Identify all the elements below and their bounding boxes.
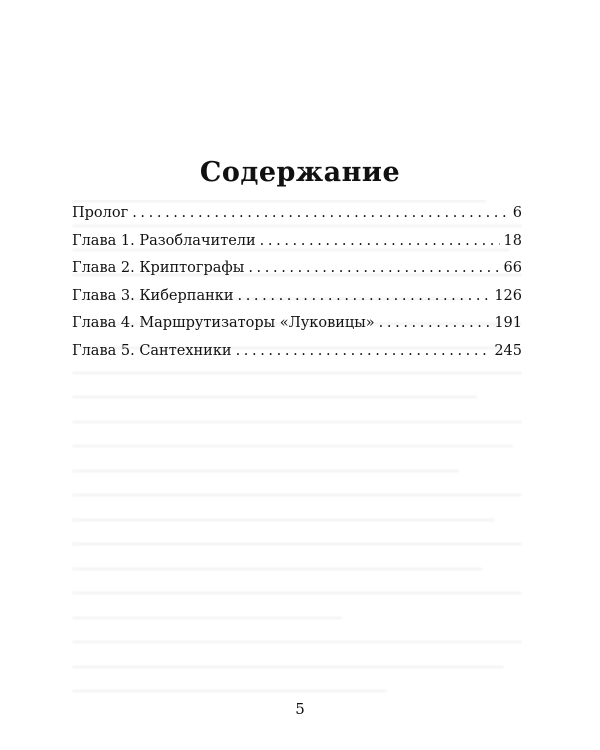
toc-leader-dots: [238, 288, 491, 304]
toc-entry-page: 18: [503, 232, 522, 249]
page-number: 5: [295, 700, 305, 718]
toc-entry-label: Пролог: [72, 205, 129, 221]
toc-entry-prologue[interactable]: [72, 205, 522, 233]
toc-leader-dots: [260, 233, 500, 249]
toc-leader-dots: [248, 260, 499, 276]
toc-entry-label: Глава 1. Разоблачители: [72, 232, 256, 249]
toc-entry-chapter-5[interactable]: [72, 343, 522, 371]
toc-entry-chapter-4[interactable]: [72, 315, 522, 343]
toc-entry-label: Глава 4. Маршрутизаторы «Луковицы»: [72, 315, 375, 331]
toc-leader-dots: [236, 343, 491, 359]
toc-entry-chapter-2[interactable]: [72, 260, 522, 288]
toc-entry-label: Глава 5. Сантехники: [72, 342, 232, 359]
toc-leader-dots: [379, 315, 491, 331]
toc-entry-label: Глава 3. Киберпанки: [72, 287, 234, 304]
toc-entry-label: Глава 2. Криптографы: [72, 260, 245, 276]
toc-entry-page: 245: [494, 342, 522, 359]
toc-leader-dots: [132, 205, 509, 221]
table-of-contents: [72, 205, 522, 370]
toc-entry-chapter-1[interactable]: [72, 233, 522, 261]
toc-entry-page: 126: [494, 287, 522, 304]
page-title: Содержание: [199, 157, 401, 188]
toc-entry-page: 191: [494, 315, 522, 331]
toc-entry-page: 6: [512, 205, 522, 221]
toc-entry-chapter-3[interactable]: [72, 288, 522, 316]
toc-entry-page: 66: [503, 260, 522, 276]
